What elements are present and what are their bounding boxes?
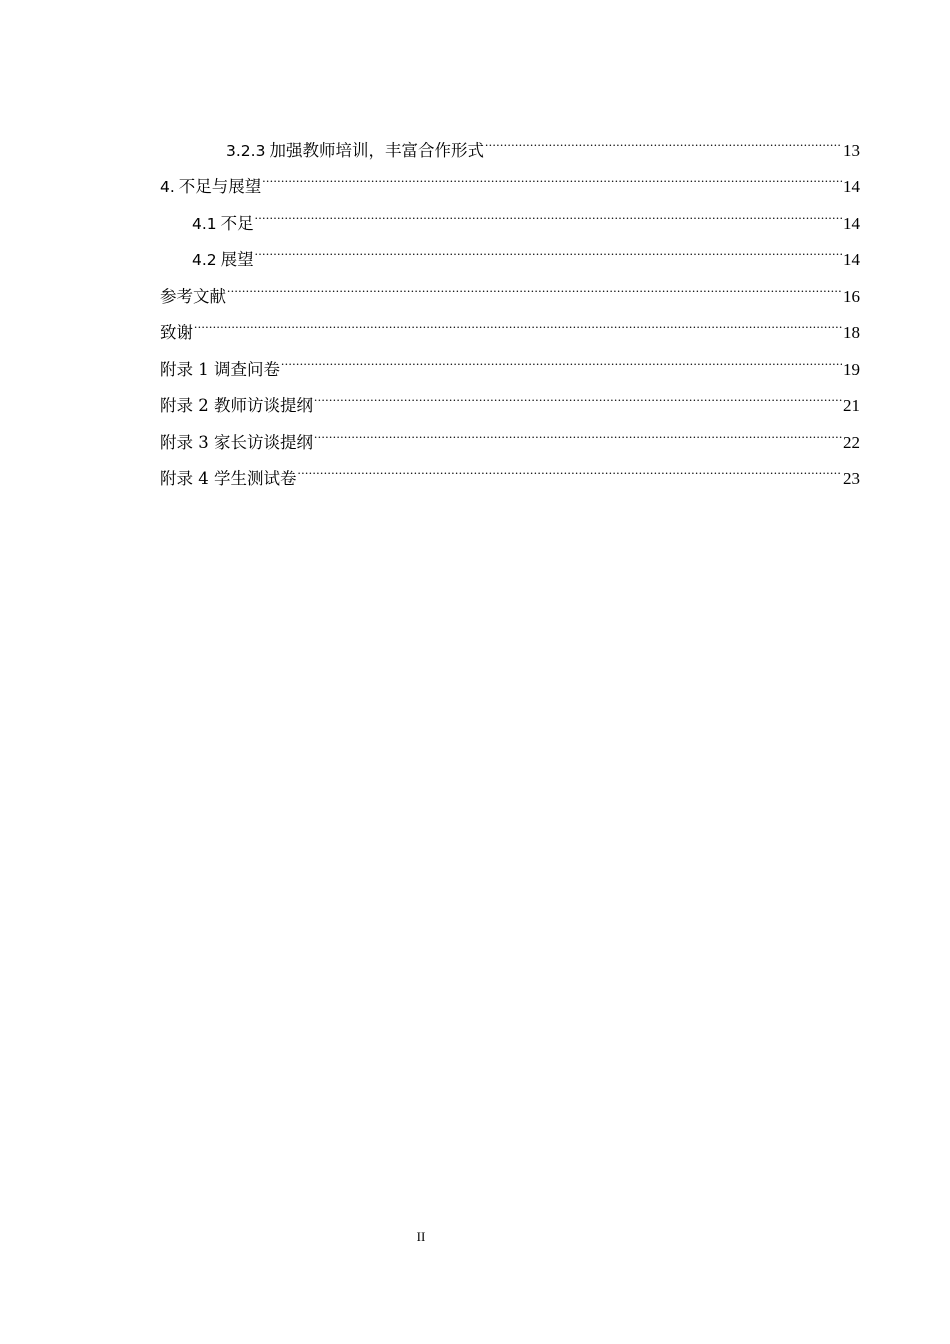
toc-dot-leader [255, 209, 842, 229]
toc-entry-page: 14 [843, 250, 860, 270]
toc-entry-title: 附录 4 学生测试卷 [160, 469, 297, 489]
toc-entry-title: 不足与展望 [178, 177, 262, 197]
toc-dot-leader [227, 282, 842, 302]
toc-entry-references[interactable] [160, 282, 860, 319]
toc-entry-page: 14 [843, 177, 860, 197]
toc-entry-4-1[interactable] [160, 209, 860, 246]
toc-entry-page: 18 [843, 323, 860, 343]
toc-entry-title: 附录 1 调查问卷 [160, 359, 280, 379]
toc-entry-4-2[interactable] [160, 246, 860, 283]
toc-entry-page: 14 [843, 213, 860, 233]
toc-dot-leader [262, 173, 842, 193]
toc-entry-page: 23 [843, 469, 860, 489]
toc-entry-appendix-2[interactable] [160, 392, 860, 429]
toc-entry-title: 加强教师培训，丰富合作形式 [269, 140, 484, 160]
toc-entry-page: 13 [843, 140, 860, 160]
toc-entry-appendix-4[interactable] [160, 465, 860, 502]
toc-entry-page: 22 [843, 432, 860, 452]
toc-entry-page: 16 [843, 286, 860, 306]
toc-dot-leader [485, 136, 842, 156]
toc-entry-page: 21 [843, 396, 860, 416]
table-of-contents [160, 136, 860, 501]
toc-dot-leader [298, 465, 843, 485]
toc-entry-number: 3.2.3 [226, 141, 266, 160]
toc-dot-leader [255, 246, 842, 266]
toc-entry-number: 4.1 [192, 214, 217, 233]
toc-entry-4[interactable] [160, 173, 860, 210]
toc-entry-number: 4. [160, 178, 175, 197]
toc-entry-title: 附录 2 教师访谈提纲 [160, 396, 313, 416]
toc-entry-number: 4.2 [192, 251, 217, 270]
toc-entry-appendix-1[interactable] [160, 355, 860, 392]
toc-entry-title: 致谢 [160, 323, 193, 343]
toc-dot-leader [314, 392, 842, 412]
toc-entry-title: 参考文献 [160, 286, 226, 306]
toc-entry-appendix-3[interactable] [160, 428, 860, 465]
footer-page-number: II [416, 1229, 426, 1244]
toc-entry-title: 附录 3 家长访谈提纲 [160, 432, 313, 452]
toc-entry-page: 19 [843, 359, 860, 379]
toc-entry-title: 展望 [220, 250, 254, 270]
toc-dot-leader [314, 428, 842, 448]
toc-dot-leader [194, 319, 842, 339]
toc-entry-title: 不足 [220, 213, 254, 233]
toc-entry-3-2-3[interactable] [160, 136, 860, 173]
toc-entry-acknowledgements[interactable] [160, 319, 860, 356]
toc-dot-leader [281, 355, 842, 375]
